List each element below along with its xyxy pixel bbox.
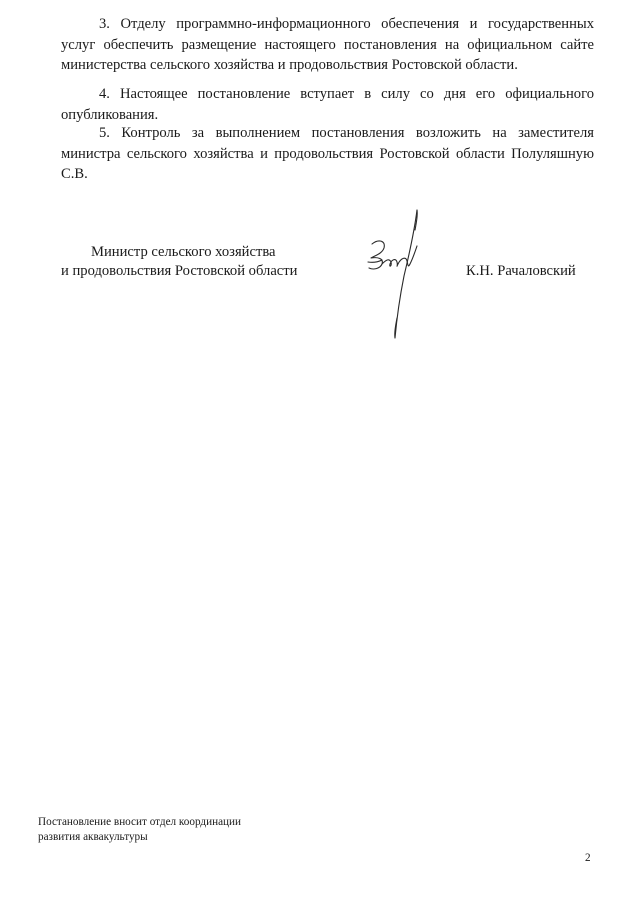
page-number: 2 [585, 852, 591, 864]
paragraph-4 [61, 84, 594, 125]
paragraph-3 [61, 14, 594, 76]
footer-note [38, 815, 241, 844]
signatory-title-line2: и продовольствия Ростовской области [61, 263, 298, 279]
paragraph-5-text: 5. Контроль за выполнением постановления возложить на заместителя министра сельского хозяйства и продовольствия Ростовской области Полуляшную С.В. [61, 125, 594, 182]
handwritten-signature [360, 206, 430, 346]
signatory-title-line1: Министр сельского хозяйства [91, 244, 276, 260]
paragraph-3-text: 3. Отделу программно-информационного обеспечения и государственных услуг обеспечить размещение настоящего постановления на официальном сайте министерства сельского хозяйства и продовольствия Ростовской области. [61, 16, 594, 73]
paragraph-5 [61, 123, 594, 185]
footer-note-line1: Постановление вносит отдел координации [38, 816, 242, 828]
paragraph-4-text: 4. Настоящее постановление вступает в силу со дня его официального опубликования. [61, 86, 594, 123]
footer-note-line2: развития аквакультуры [38, 830, 148, 843]
signatory-name: К.Н. Рачаловский [466, 263, 576, 279]
